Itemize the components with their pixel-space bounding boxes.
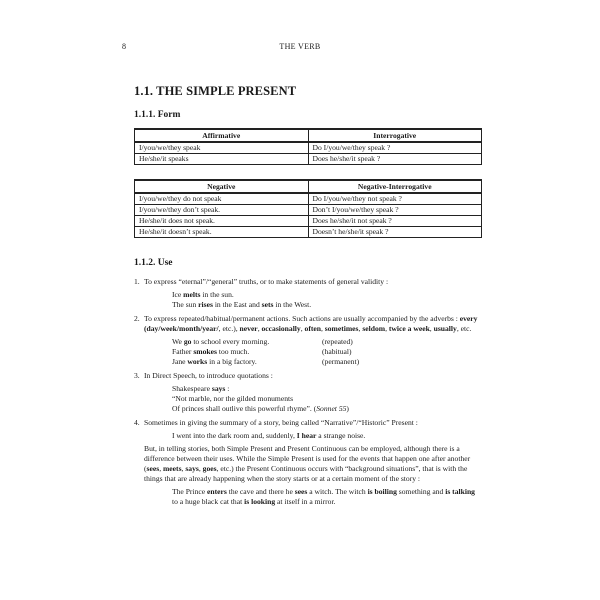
text-run: , etc. xyxy=(456,324,472,333)
bold-run: sometimes xyxy=(324,324,359,333)
table-cell: Doesn’t he/she/it speak ? xyxy=(308,227,482,238)
example-text: the cave and there he xyxy=(226,487,295,496)
text-run: , xyxy=(320,324,325,333)
example-text: in the West. xyxy=(273,300,312,309)
example-text: I went into the dark room and, suddenly, xyxy=(172,431,297,440)
text-run: , xyxy=(257,324,262,333)
example-bold: is talking xyxy=(445,487,475,496)
item-number: 2. xyxy=(134,314,140,323)
table-cell: I/you/we/they don’t speak. xyxy=(135,205,309,216)
text-run: , xyxy=(300,324,305,333)
bold-run: seldom xyxy=(362,324,386,333)
running-title: THE VERB xyxy=(279,42,321,51)
list-item xyxy=(134,277,482,310)
example-bold: enters xyxy=(207,487,227,496)
example-block xyxy=(144,487,482,507)
example-text: to a huge black cat that xyxy=(172,497,245,506)
bold-run: sees xyxy=(146,464,160,473)
text-run: , etc.), xyxy=(218,324,240,333)
example-block xyxy=(144,337,482,367)
example-block xyxy=(144,290,482,310)
example-block xyxy=(144,384,482,414)
item-text xyxy=(144,314,482,334)
example-text: something and xyxy=(396,487,446,496)
example-line xyxy=(172,290,482,300)
example-text: : xyxy=(225,384,230,393)
example-tag: (repeated) xyxy=(322,337,353,346)
negative-table xyxy=(134,179,482,238)
example-text: at itself in a mirror. xyxy=(275,497,336,506)
example-text: Of princes shall outlive this powerful rhyme”. ( xyxy=(172,404,317,413)
bold-run: twice a week xyxy=(388,324,430,333)
table-row xyxy=(135,227,482,238)
table-header-cell: Affirmative xyxy=(135,129,309,142)
use-heading: 1.1.2. Use xyxy=(134,258,173,268)
text-run: , xyxy=(429,324,434,333)
example-line xyxy=(172,384,482,394)
table-header-row xyxy=(135,129,482,142)
page-number: 8 xyxy=(122,42,126,51)
table-header-cell: Negative xyxy=(135,180,309,193)
item-text: Sometimes in giving the summary of a story, being called “Narrative”/“Historic” Present : xyxy=(144,418,418,427)
text-run: , xyxy=(198,464,203,473)
bold-run: meets xyxy=(162,464,182,473)
bold-run: every (day/week/month/year/ xyxy=(144,314,478,333)
text-run: To express repeated/habitual/permanent actions. Such actions are usually accompanied by the adverbs : xyxy=(144,314,460,323)
bold-run: usually xyxy=(433,324,457,333)
bold-run: goes xyxy=(202,464,217,473)
example-text: The Prince xyxy=(172,487,208,496)
example-bold: is boiling xyxy=(367,487,397,496)
bold-run: never xyxy=(239,324,258,333)
bold-run: often xyxy=(304,324,321,333)
list-item xyxy=(134,314,482,367)
affirmative-interrogative-table xyxy=(134,128,482,165)
table-cell: Does he/she/it not speak ? xyxy=(308,216,482,227)
item-text: To express “eternal”/“general” truths, or to make statements of general validity : xyxy=(144,277,389,286)
text-run: , xyxy=(385,324,389,333)
table-cell: Do I/you/we/they speak ? xyxy=(308,142,482,154)
table-cell: Do I/you/we/they not speak ? xyxy=(308,193,482,205)
example-text: Ice xyxy=(172,290,184,299)
example-bold: smokes xyxy=(193,347,217,356)
example-text: to school every morning. xyxy=(191,337,270,346)
table-cell: He/she/it does not speak. xyxy=(135,216,309,227)
text-run: , xyxy=(358,324,363,333)
table-row xyxy=(135,193,482,205)
example-text: We xyxy=(172,337,184,346)
table-cell: He/she/it speaks xyxy=(135,154,309,165)
table-cell: Does he/she/it speak ? xyxy=(308,154,482,165)
example-bold: I hear xyxy=(296,431,317,440)
example-tag: (permanent) xyxy=(322,357,360,366)
table-cell: I/you/we/they do not speak xyxy=(135,193,309,205)
example-line xyxy=(172,431,482,441)
item-paragraph xyxy=(144,444,482,484)
example-text: Father xyxy=(172,347,194,356)
example-text: a strange noise. xyxy=(316,431,366,440)
page-content xyxy=(134,84,482,511)
example-text: The sun xyxy=(172,300,199,309)
section-title: 1.1. THE SIMPLE PRESENT xyxy=(134,84,297,98)
example-text: Jane xyxy=(172,357,188,366)
list-item xyxy=(134,418,482,507)
example-line xyxy=(172,357,482,367)
example-line xyxy=(172,300,482,310)
text-run: But, in telling stories, both Simple Present and Present Continuous can be employed, although there is a difference between their uses. While the Simple Present is used for the events that happen one after another ( xyxy=(144,444,471,473)
table-header-cell: Negative-Interrogative xyxy=(308,180,482,193)
example-tag: (habitual) xyxy=(322,347,352,356)
example-line xyxy=(172,337,482,347)
example-bold: is looking xyxy=(244,497,276,506)
form-heading: 1.1.1. Form xyxy=(134,110,181,120)
example-text: in a big factory. xyxy=(207,357,257,366)
table-header-row xyxy=(135,180,482,193)
example-line xyxy=(172,487,482,507)
example-line: “Not marble, nor the gilded monuments xyxy=(172,394,294,403)
table-cell: He/she/it doesn’t speak. xyxy=(135,227,309,238)
example-block xyxy=(144,431,482,441)
example-text: in the East and xyxy=(212,300,262,309)
table-row xyxy=(135,154,482,165)
example-text: too much. xyxy=(216,347,250,356)
example-italic: Sonnet 55 xyxy=(316,404,347,413)
item-number: 1. xyxy=(134,277,140,286)
table-cell: I/you/we/they speak xyxy=(135,142,309,154)
list-item xyxy=(134,371,482,414)
example-text: a witch. The witch xyxy=(307,487,368,496)
table-row xyxy=(135,142,482,154)
example-text: ) xyxy=(346,404,349,413)
table-cell: Don’t I/you/we/they speak ? xyxy=(308,205,482,216)
example-text: Shakespeare xyxy=(172,384,212,393)
item-text: In Direct Speech, to introduce quotations : xyxy=(144,371,273,380)
running-head xyxy=(0,42,600,56)
text-run: , xyxy=(159,464,163,473)
example-line xyxy=(172,404,482,414)
table-row xyxy=(135,216,482,227)
bold-run: occasionally xyxy=(261,324,301,333)
item-number: 3. xyxy=(134,371,140,380)
example-bold: works xyxy=(187,357,208,366)
example-bold: rises xyxy=(198,300,213,309)
example-bold: says xyxy=(211,384,226,393)
example-bold: sets xyxy=(261,300,274,309)
text-run: , xyxy=(181,464,186,473)
bold-run: says xyxy=(185,464,199,473)
example-bold: melts xyxy=(183,290,201,299)
example-line xyxy=(172,347,482,357)
example-bold: go xyxy=(183,337,192,346)
example-bold: sees xyxy=(294,487,308,496)
use-list xyxy=(134,277,482,507)
text-run: , etc.) the Present Continuous occurs with “background situations”, that is with the things that are already happening when the story starts or at a certain moment of the story : xyxy=(144,464,468,483)
example-text: in the sun. xyxy=(200,290,234,299)
table-header-cell: Interrogative xyxy=(308,129,482,142)
item-number: 4. xyxy=(134,418,140,427)
table-row xyxy=(135,205,482,216)
